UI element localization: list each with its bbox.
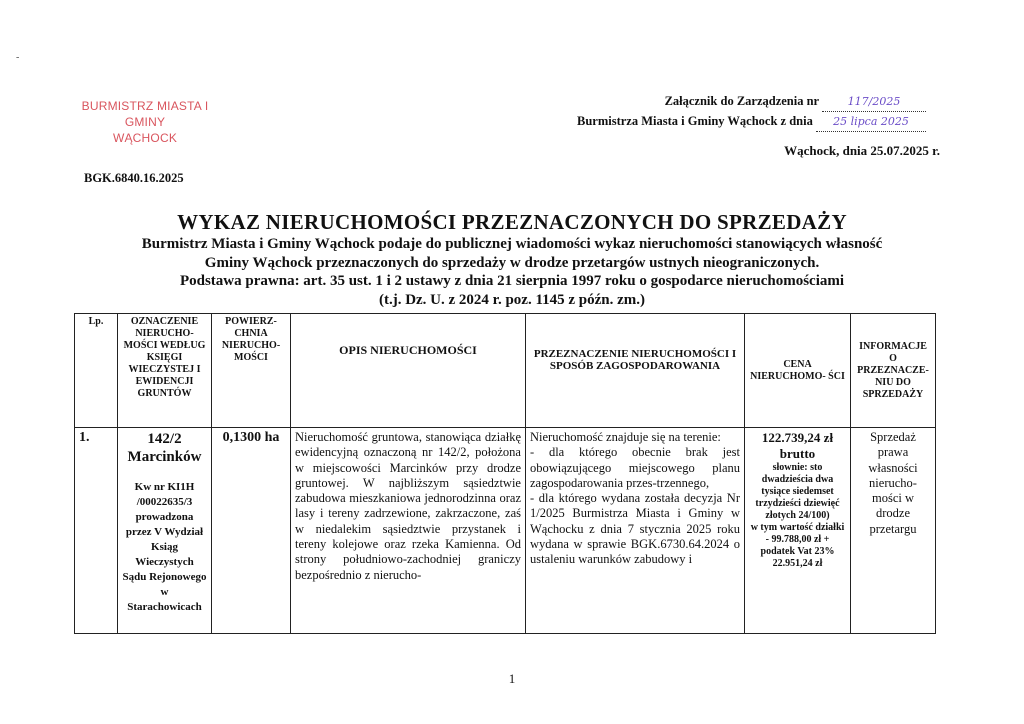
stamp-line-2: WĄCHOCK xyxy=(112,131,178,145)
header-powierzchnia: POWIERZ- CHNIA NIERUCHO- MOŚCI xyxy=(212,314,291,428)
cell-opis: Nieruchomość gruntowa, stanowiąca działkę ewidencyjną oznaczoną nr 142/2, położona w miejscowości Marcinków przy drodze gruntowej. W najbliższym sąsiedztwie zabudowa mieszkaniowa jednorodzinna oraz lasy i tereny zadrzewione, zakrzaczone, zaś w niedalekim sąsiedztwie przystanek i tereny kolejowe oraz rzeka Kamienna. Od strony południowo-zachodniej graniczy bezpośrednio z nierucho- xyxy=(291,428,526,634)
intro-line-1: Burmistrz Miasta i Gminy Wąchock podaje do publicznej wiadomości wykaz nieruchomości stanowiących własność xyxy=(141,236,883,252)
intro-line-4: (t.j. Dz. U. z 2024 r. poz. 1145 z późn. zm.) xyxy=(378,291,646,308)
corner-mark: - xyxy=(16,52,20,63)
price-breakdown: w tym wartość działki - 99.788,00 zł + podatek Vat 23% 22.951,24 zł xyxy=(750,522,845,569)
attachment-line-2-text: Burmistrza Miasta i Gminy Wąchock z dnia xyxy=(576,114,816,128)
header-przeznaczenie: PRZEZNACZENIE NIERUCHOMOŚCI I SPOSÓB ZAGOSPODAROWANIA xyxy=(526,314,745,428)
attachment-line-1 xyxy=(577,92,926,112)
przeznaczenie-item-2: - dla którego wydana została decyzja Nr 1/2025 Burmistrza Miasta i Gminy w Wąchocku z dnia 7 stycznia 2025 roku wydana w sprawie BGK.6730.64.2024 o ustaleniu warunków zabudowy i xyxy=(530,491,740,567)
header-opis: OPIS NIERUCHOMOŚCI xyxy=(291,314,526,428)
cell-przeznaczenie xyxy=(526,428,745,634)
handwritten-date: 25 lipca 2025 xyxy=(833,115,909,128)
price-type: brutto xyxy=(779,446,816,461)
header-informacje: INFORMACJE O PRZEZNACZE- NIU DO SPRZEDAŻY xyxy=(851,314,936,428)
price-gross: 122.739,24 zł xyxy=(761,430,834,445)
land-register: Kw nr KI1H /00022635/3 prowadzona przez V Wydział Ksiąg Wieczystych Sądu Rejonowego w Starachowicach xyxy=(122,481,207,613)
cell-oznaczenie xyxy=(118,428,212,634)
header-oznaczenie: OZNACZENIE NIERUCHO- MOŚCI WEDŁUG KSIĘGI WIECZYSTEJ I EWIDENCJI GRUNTÓW xyxy=(118,314,212,428)
intro-line-2: Gminy Wąchock przeznaczonych do sprzedaży w drodze przetargów ustnych nieograniczonych. xyxy=(204,254,820,271)
cell-cena xyxy=(745,428,851,634)
parcel-number: 142/2 xyxy=(147,431,182,447)
document-title: WYKAZ NIERUCHOMOŚCI PRZEZNACZONYCH DO SPRZEDAŻY xyxy=(177,210,847,234)
office-stamp xyxy=(60,98,230,146)
price-in-words: słownie: sto dwadzieścia dwa tysiące siedemset trzydzieści dziewięć złotych 24/100) xyxy=(755,462,840,521)
table-row xyxy=(75,428,936,634)
table-header-row xyxy=(75,314,936,428)
header-lp: Lp. xyxy=(75,314,118,428)
place-date: Wąchock, dnia 25.07.2025 r. xyxy=(784,143,940,158)
intro-paragraph xyxy=(40,235,984,309)
cell-powierzchnia: 0,1300 ha xyxy=(212,428,291,634)
page-number: 1 xyxy=(508,671,516,686)
intro-line-3: Podstawa prawna: art. 35 ust. 1 i 2 ustawy z dnia 21 sierpnia 1997 roku o gospodarce nieruchomościami xyxy=(179,273,845,289)
header-cena: CENA NIERUCHOMO- ŚCI xyxy=(745,314,851,428)
attachment-header xyxy=(577,92,926,132)
przeznaczenie-intro: Nieruchomość znajduje się na terenie: xyxy=(530,430,721,444)
case-number: BGK.6840.16.2025 xyxy=(84,171,184,185)
cell-informacje: Sprzedaż prawa własności nierucho-mości w drodze przetargu xyxy=(851,428,936,634)
attachment-line-2 xyxy=(577,112,926,132)
village-name: Marcinków xyxy=(127,449,202,465)
property-table xyxy=(74,313,936,634)
cell-lp: 1. xyxy=(75,428,118,634)
handwritten-order-number: 117/2025 xyxy=(847,95,901,108)
attachment-line-1-text: Załącznik do Zarządzenia nr xyxy=(664,94,822,108)
stamp-line-1: BURMISTRZ MIASTA I GMINY xyxy=(81,99,209,129)
przeznaczenie-item-1: - dla którego obecnie brak jest obowiązującego miejscowego planu zagospodarowania przes-trzennego, xyxy=(530,445,740,490)
